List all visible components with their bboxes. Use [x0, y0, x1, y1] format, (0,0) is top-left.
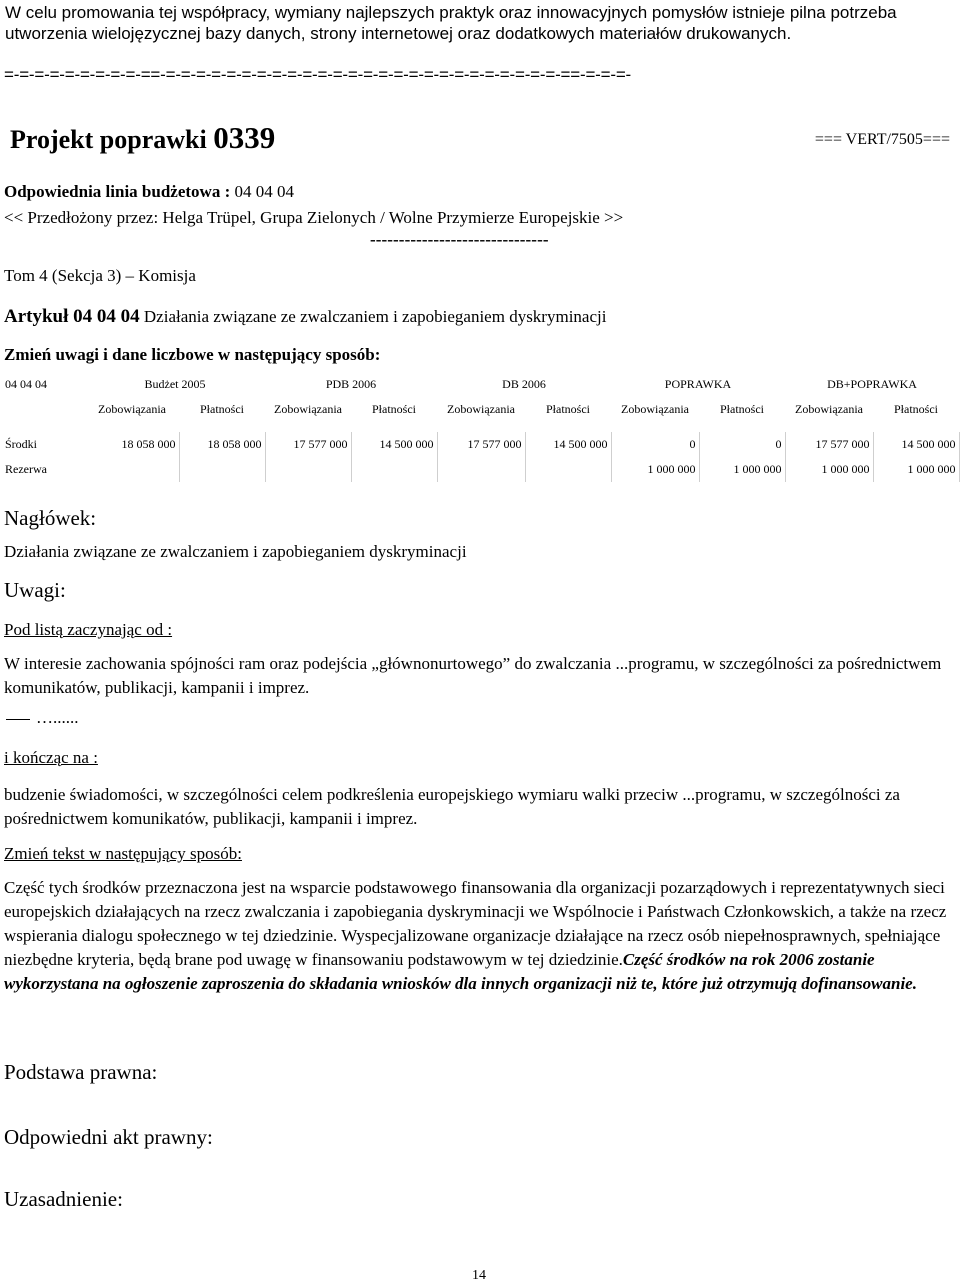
- subheader: Zobowiązania: [98, 402, 166, 416]
- group-header: DB 2006: [502, 377, 546, 391]
- subheader: Zobowiązania: [447, 402, 515, 416]
- group-header: DB+POPRAWKA: [827, 377, 917, 391]
- table-row: [2, 457, 959, 482]
- subheader: Płatności: [546, 402, 590, 416]
- project-number: 0339: [213, 120, 276, 155]
- table-cell: 0: [611, 432, 699, 457]
- article-heading: [4, 306, 606, 328]
- start-text: W interesie zachowania spójności ram oraz podejścia „głównonurtowego” do zwalczania ...programu, w szczególności za pośrednictwem komunikatów, publikacji, kampanii i imprez.: [4, 654, 942, 697]
- change-text-bold: Część środków na rok 2006 zostanie wykorzystana na ogłoszenie zaproszenia do składania wniosków dla innych organizacji niż te, które już otrzymują dofinansowanie.: [4, 950, 917, 993]
- intro-paragraph: W celu promowania tej współpracy, wymiany najlepszych praktyk oraz innowacyjnych pomysłów istnieje pilna potrzeba utworzenia wielojęzycznej bazy danych, strony internetowej oraz dodatkowych materiałów drukowanych.: [5, 3, 897, 43]
- table-cell: 14 500 000: [525, 432, 611, 457]
- volume-section: Tom 4 (Sekcja 3) – Komisja: [4, 266, 196, 285]
- group-header: Budżet 2005: [144, 377, 206, 391]
- start-label: Pod listą zaczynając od :: [4, 620, 173, 639]
- subheader: Zobowiązania: [621, 402, 689, 416]
- subheader: Zobowiązania: [795, 402, 863, 416]
- table-group-header-row: [2, 372, 959, 397]
- project-label: Projekt poprawki: [10, 125, 207, 154]
- table-cell: 18 058 000: [85, 432, 179, 457]
- article-label: Artykuł 04 04 04: [4, 306, 140, 327]
- heading-text: Działania związane ze zwalczaniem i zapobieganiem dyskryminacji: [4, 542, 467, 561]
- legal-act-label: Odpowiedni akt prawny:: [4, 1125, 213, 1149]
- subheader: Płatności: [372, 402, 416, 416]
- project-title: [10, 120, 275, 156]
- table-cell: 1 000 000: [785, 457, 873, 482]
- table-cell: 0: [699, 432, 785, 457]
- subheader: Zobowiązania: [274, 402, 342, 416]
- table-row: [2, 432, 959, 457]
- table-cell: [179, 457, 265, 482]
- separator-line: =-=-=-=-=-=-=-=-=-==-=-=-=-=-=-=-=-=-=-=-=-=-=-=-=-=-=-=-=-=-=-=-=-=-=-=-==-=-=-=-: [4, 65, 632, 84]
- table-subheader-row: [2, 397, 959, 422]
- table-cell: 1 000 000: [699, 457, 785, 482]
- change-text-paragraph: [4, 876, 954, 996]
- page-number: 14: [472, 1268, 486, 1283]
- justification-label: Uzasadnienie:: [4, 1187, 123, 1211]
- project-reference: === VERT/7505===: [814, 131, 950, 148]
- row-label: Środki: [5, 437, 38, 451]
- submitted-by: << Przedłożony przez: Helga Trüpel, Grupa Zielonych / Wolne Przymierze Europejskie >>: [4, 208, 624, 227]
- budget-code: 04 04 04: [5, 377, 47, 391]
- table-cell: 1 000 000: [873, 457, 959, 482]
- ellipsis-text: …......: [36, 708, 79, 727]
- dash-rule: [6, 719, 30, 720]
- change-text-plain: Część tych środków przeznaczona jest na wsparcie podstawowego finansowania dla organizacji pozarządowych i reprezentatywnych sieci europejskich działających na rzecz zwalczania i zapobiegania dyskryminacji we Wspólnocie i Państwach Członkowskich, a także na rzecz wspierania dialogu społecznego w tej dziedzinie. Wyspecjalizowane organizacje działające na rzecz osób niepełnosprawnych, spełniające niezbędne kryteria, będą brane pod uwagę w finansowaniu podstawowym w tej dziedzinie.: [4, 878, 947, 969]
- end-label: i kończąc na :: [4, 748, 98, 767]
- budget-line-value: 04 04 04: [234, 182, 294, 201]
- end-text: budzenie świadomości, w szczególności celem podkreślenia europejskiego wymiaru walki przeciw ...programu, w szczególności za pośrednictwem komunikatów, publikacji, kampanii i imprez.: [4, 785, 900, 828]
- heading-label: Nagłówek:: [4, 506, 97, 530]
- table-cell: [85, 457, 179, 482]
- table-cell: [525, 457, 611, 482]
- group-header: PDB 2006: [325, 377, 377, 391]
- table-cell: 17 577 000: [265, 432, 351, 457]
- table-cell: [265, 457, 351, 482]
- row-label: Rezerwa: [5, 462, 47, 476]
- budget-table: [2, 372, 960, 482]
- group-header: POPRAWKA: [664, 377, 732, 391]
- table-cell: 14 500 000: [873, 432, 959, 457]
- table-cell: 14 500 000: [351, 432, 437, 457]
- dashes-divider: -------------------------------: [370, 230, 549, 249]
- table-cell: 17 577 000: [437, 432, 525, 457]
- subheader: Płatności: [200, 402, 244, 416]
- budget-line-label: Odpowiednia linia budżetowa :: [4, 182, 231, 201]
- table-cell: [351, 457, 437, 482]
- subheader: Płatności: [720, 402, 764, 416]
- table-cell: 18 058 000: [179, 432, 265, 457]
- legal-basis-label: Podstawa prawna:: [4, 1060, 158, 1084]
- table-cell: [437, 457, 525, 482]
- change-text-label: Zmień tekst w następujący sposób:: [4, 844, 242, 863]
- table-cell: 17 577 000: [785, 432, 873, 457]
- change-heading: Zmień uwagi i dane liczbowe w następujący sposób:: [4, 345, 381, 364]
- remarks-label: Uwagi:: [4, 578, 66, 602]
- table-cell: 1 000 000: [611, 457, 699, 482]
- budget-line: [4, 182, 294, 202]
- article-title: Działania związane ze zwalczaniem i zapobieganiem dyskryminacji: [143, 307, 607, 326]
- subheader: Płatności: [894, 402, 938, 416]
